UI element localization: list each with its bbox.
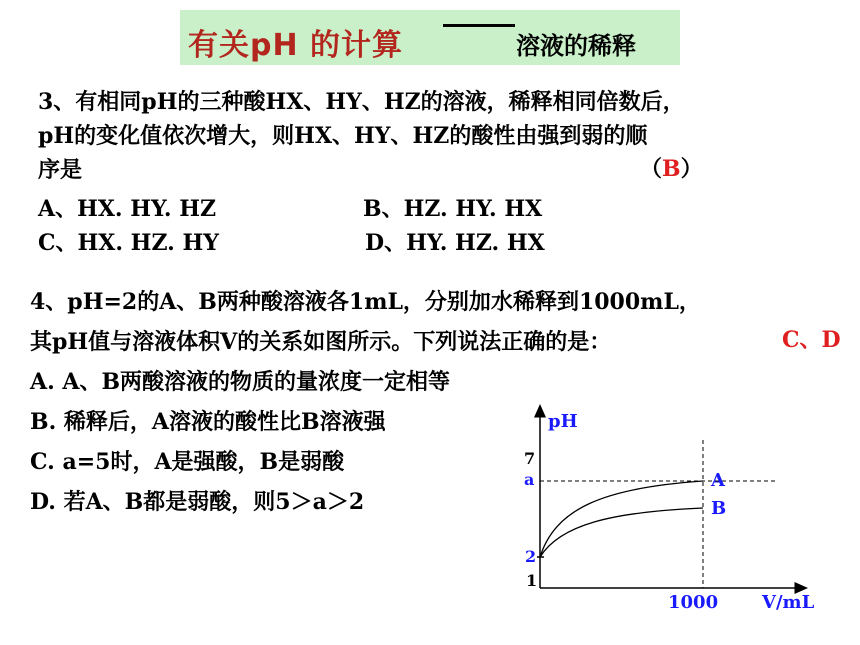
x-axis-label: V/mL xyxy=(762,592,815,613)
question-3 xyxy=(38,85,685,187)
x-tick-1000: 1000 xyxy=(668,592,719,613)
y-axis-label: pH xyxy=(548,411,578,432)
curve-a-label: A xyxy=(711,470,725,491)
page-title: 有关pH 的计算 xyxy=(188,28,404,63)
q3-option-c: C、HX. HZ. HY xyxy=(38,230,219,256)
q3-option-b: B、HZ. HY. HX xyxy=(363,196,543,222)
q3-paren-close: ） xyxy=(680,156,703,182)
q4-answer: C、D xyxy=(782,327,841,353)
y-tick-1: 1 xyxy=(526,571,538,590)
q3-option-a: A、HX. HY. HZ xyxy=(38,196,217,222)
q3-line-3: 序是 xyxy=(38,157,83,183)
q4-line-2: 其pH值与溶液体积V的关系如图所示。下列说法正确的是： xyxy=(30,329,612,355)
title-dash xyxy=(443,24,515,27)
q4-option-b: B. 稀释后，A溶液的酸性比B溶液强 xyxy=(30,409,386,435)
y-tick-7: 7 xyxy=(524,449,536,468)
q3-answer xyxy=(640,152,703,183)
q3-paren-open: （ xyxy=(640,156,663,182)
q3-option-d: D、HY. HZ. HX xyxy=(365,230,545,256)
q4-line-1: 4、pH=2的A、B两种酸溶液各1mL，分别加水稀释到1000mL， xyxy=(30,289,701,315)
curve-b-label: B xyxy=(711,498,727,519)
curve-a xyxy=(540,481,703,557)
ph-volume-graph xyxy=(510,400,840,620)
q3-answer-letter: B xyxy=(662,156,681,182)
y-tick-a: a xyxy=(524,470,535,489)
q4-option-c: C. a=5时，A是强酸，B是弱酸 xyxy=(30,449,345,475)
q3-line-2: pH的变化值依次增大，则HX、HY、HZ的酸性由强到弱的顺 xyxy=(38,123,648,149)
curve-b xyxy=(540,508,703,557)
page-subtitle: 溶液的稀释 xyxy=(516,32,636,60)
q4-option-a: A. A、B两酸溶液的物质的量浓度一定相等 xyxy=(30,369,451,395)
q3-line-1: 3、有相同pH的三种酸HX、HY、HZ的溶液，稀释相同倍数后， xyxy=(38,89,685,115)
y-tick-2: 2 xyxy=(525,547,537,566)
q4-option-d: D. 若A、B都是弱酸，则5＞a＞2 xyxy=(30,489,365,515)
